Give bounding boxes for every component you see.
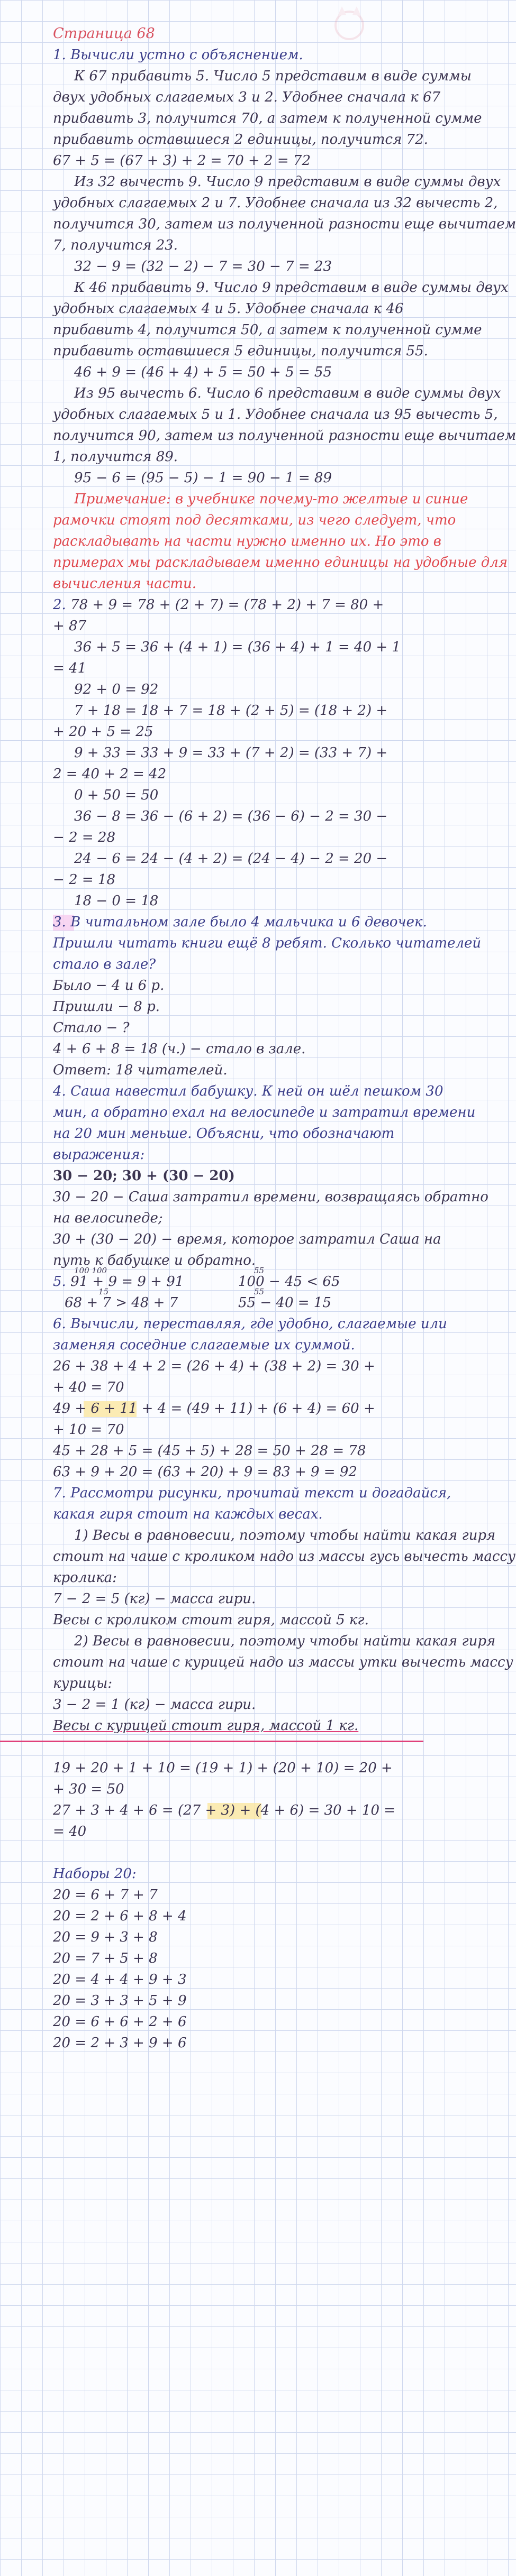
- task3-heading: 3. В читальном зале было 4 мальчика и 6 девочек.: [53, 914, 427, 930]
- task3-line: 4 + 6 + 8 = 18 (ч.) − стало в зале.: [53, 1041, 306, 1057]
- task7-line: стоит на чаше с кроликом надо из массы гусь вычесть массу: [53, 1549, 516, 1565]
- task6-line: 45 + 28 + 5 = (45 + 5) + 28 = 50 + 28 = 78: [53, 1443, 366, 1459]
- task1-line: 32 − 9 = (32 − 2) − 7 = 30 − 7 = 23: [74, 259, 332, 274]
- task1-line: 95 − 6 = (95 − 5) − 1 = 90 − 1 = 89: [74, 470, 332, 486]
- task1-line: получится 30, затем из полученной разности еще вычитаем: [53, 216, 516, 232]
- task1-line: К 67 прибавить 5. Число 5 представим в виде суммы: [74, 68, 472, 84]
- nabory-line: 20 = 2 + 6 + 8 + 4: [53, 1908, 187, 1924]
- task2-line: 36 − 8 = 36 − (6 + 2) = (36 − 6) − 2 = 30 −: [74, 808, 388, 824]
- task5-expr: 100 − 45 < 65: [238, 1274, 340, 1290]
- task2-line: 7 + 18 = 18 + 7 = 18 + (2 + 5) = (18 + 2) +: [74, 703, 388, 719]
- task4-heading: выражения:: [53, 1147, 145, 1163]
- task3-heading: Пришли читать книги ещё 8 ребят. Сколько читателей: [53, 935, 482, 951]
- task5-superscript: 55: [254, 1287, 265, 1296]
- task4-heading: 4. Саша навестил бабушку. К ней он шёл пешком 30: [53, 1083, 443, 1099]
- task7-line: кролика:: [53, 1570, 117, 1586]
- task2-line: [53, 594, 392, 615]
- task5-expr: 68 + 7 > 48 + 7: [65, 1295, 178, 1311]
- task3-line: Ответ: 18 читателей.: [53, 1062, 228, 1078]
- task1-heading: 1. Вычисли устно с объяснением.: [53, 47, 303, 63]
- task1-line: двух удобных слагаемых 3 и 2. Удобнее сначала к 67: [53, 89, 441, 105]
- task6-heading: заменяя соседние слагаемые их суммой.: [53, 1337, 355, 1353]
- task2-line: − 2 = 28: [53, 830, 115, 845]
- task4-line: 30 − 20 − Саша затратил времени, возвращаясь обратно: [53, 1189, 488, 1205]
- task5-superscript: 55: [254, 1266, 265, 1275]
- task8-line: = 40: [53, 1824, 87, 1839]
- task1-line: прибавить оставшиеся 5 единицы, получится 55.: [53, 343, 428, 359]
- task8-line: + 30 = 50: [53, 1781, 124, 1797]
- task7-line: стоит на чаше с курицей надо из массы утки вычесть массу: [53, 1654, 513, 1670]
- divider-line: [0, 1741, 423, 1742]
- task5-superscript: 15: [98, 1287, 109, 1296]
- nabory-line: 20 = 6 + 7 + 7: [53, 1887, 158, 1903]
- note-line: примерах мы раскладываем именно единицы на удобные для: [53, 555, 508, 571]
- task5-line: [53, 1292, 392, 1313]
- task2-line-text: 78 + 9 = 78 + (2 + 7) = (78 + 2) + 7 = 80 +: [70, 597, 384, 613]
- task7-line: курицы:: [53, 1676, 113, 1691]
- task1-line: 7, получится 23.: [53, 237, 178, 253]
- task2-line: + 87: [53, 618, 87, 634]
- task2-line: 92 + 0 = 92: [74, 682, 159, 697]
- task5-expr: 91 + 9 = 9 + 91: [70, 1274, 184, 1290]
- task8-line: 27 + 3 + 4 + 6 = (27 + 3) + (4 + 6) = 30 + 10 =: [53, 1802, 396, 1818]
- task5-superscript: 100 100: [74, 1266, 107, 1275]
- task8-line: 19 + 20 + 1 + 10 = (19 + 1) + (20 + 10) = 20 +: [53, 1760, 393, 1776]
- task6-line: + 10 = 70: [53, 1422, 124, 1438]
- note-line: Примечание: в учебнике почему-то желтые и синие: [74, 491, 468, 507]
- nabory-heading: Наборы 20:: [53, 1866, 137, 1882]
- task1-line: прибавить 3, получится 70, а затем к полученной сумме: [53, 111, 482, 126]
- task2-line: 9 + 33 = 33 + 9 = 33 + (7 + 2) = (33 + 7) +: [74, 745, 388, 761]
- task6-line: + 40 = 70: [53, 1379, 124, 1395]
- task2-line: 24 − 6 = 24 − (4 + 2) = (24 − 4) − 2 = 20 −: [74, 851, 388, 867]
- task5-number: 5.: [53, 1274, 66, 1290]
- task2-line: 36 + 5 = 36 + (4 + 1) = (36 + 4) + 1 = 40 + 1: [74, 639, 401, 655]
- task1-line: прибавить оставшиеся 2 единицы, получится 72.: [53, 132, 428, 148]
- nabory-line: 20 = 9 + 3 + 8: [53, 1929, 158, 1945]
- task3-line: Пришли − 8 р.: [53, 999, 160, 1015]
- task1-line: Из 95 вычесть 6. Число 6 представим в виде суммы двух: [74, 385, 501, 401]
- task2-line: 18 − 0 = 18: [74, 893, 159, 909]
- task7-line: 2) Весы в равновесии, поэтому чтобы найти какая гиря: [74, 1633, 496, 1649]
- task6-line: 26 + 38 + 4 + 2 = (26 + 4) + (38 + 2) = 30 +: [53, 1358, 375, 1374]
- task7-line: Весы с кроликом стоит гиря, массой 5 кг.: [53, 1612, 369, 1628]
- task1-line: 46 + 9 = (46 + 4) + 5 = 50 + 5 = 55: [74, 364, 332, 380]
- task3-heading: стало в зале?: [53, 956, 156, 972]
- task7-heading: 7. Рассмотри рисунки, прочитай текст и догадайся,: [53, 1485, 451, 1501]
- nabory-line: 20 = 2 + 3 + 9 + 6: [53, 2035, 187, 2051]
- task4-line: 30 + (30 − 20) − время, которое затратил Саша на: [53, 1231, 441, 1247]
- task6-heading: 6. Вычисли, переставляя, где удобно, слагаемые или: [53, 1316, 447, 1332]
- task4-line: на велосипеде;: [53, 1210, 163, 1226]
- task2-number: 2.: [53, 597, 66, 613]
- nabory-line: 20 = 7 + 5 + 8: [53, 1951, 158, 1966]
- task4-line: путь к бабушке и обратно.: [53, 1253, 256, 1268]
- task4-expressions: 30 − 20; 30 + (30 − 20): [53, 1168, 235, 1184]
- task2-line: + 20 + 5 = 25: [53, 724, 153, 740]
- task1-line: 67 + 5 = (67 + 3) + 2 = 70 + 2 = 72: [53, 153, 311, 169]
- task1-line: удобных слагаемых 4 и 5. Удобнее сначала к 46: [53, 301, 404, 317]
- note-line: раскладывать на части нужно именно их. Но это в: [53, 533, 441, 549]
- note-line: рамочки стоят под десятками, из чего следует, что: [53, 512, 456, 528]
- task3-line: Стало − ?: [53, 1020, 130, 1036]
- task2-line: = 41: [53, 660, 87, 676]
- task1-line: прибавить 4, получится 50, а затем к полученной сумме: [53, 322, 482, 338]
- nabory-line: 20 = 3 + 3 + 5 + 9: [53, 1993, 187, 2009]
- nabory-line: 20 = 6 + 6 + 2 + 6: [53, 2014, 187, 2030]
- task5-expr: 55 − 40 = 15: [238, 1295, 331, 1311]
- task7-heading: какая гиря стоит на каждых весах.: [53, 1506, 323, 1522]
- nabory-line: 20 = 4 + 4 + 9 + 3: [53, 1972, 187, 1988]
- task7-line: 3 − 2 = 1 (кг) − масса гири.: [53, 1697, 256, 1713]
- task6-line: 63 + 9 + 20 = (63 + 20) + 9 = 83 + 9 = 92: [53, 1464, 357, 1480]
- task7-line: 7 − 2 = 5 (кг) − масса гири.: [53, 1591, 256, 1607]
- note-line: вычисления части.: [53, 576, 196, 592]
- task1-line: удобных слагаемых 5 и 1. Удобнее сначала из 95 вычесть 5,: [53, 407, 498, 422]
- task4-heading: мин, а обратно ехал на велосипеде и затратил времени: [53, 1105, 476, 1120]
- task1-line: 1, получится 89.: [53, 449, 178, 465]
- task1-line: К 46 прибавить 9. Число 9 представим в виде суммы двух: [74, 280, 509, 296]
- task1-line: Из 32 вычесть 9. Число 9 представим в виде суммы двух: [74, 174, 501, 190]
- task2-line: 2 = 40 + 2 = 42: [53, 766, 167, 782]
- task4-heading: на 20 мин меньше. Объясни, что обозначают: [53, 1126, 395, 1142]
- task1-line: удобных слагаемых 2 и 7. Удобнее сначала из 32 вычесть 2,: [53, 195, 498, 211]
- task7-line: Весы с курицей стоит гиря, массой 1 кг.: [53, 1718, 359, 1734]
- task7-line: 1) Весы в равновесии, поэтому чтобы найти какая гиря: [74, 1528, 496, 1543]
- page-title: Страница 68: [53, 25, 155, 42]
- task2-line: 0 + 50 = 50: [74, 787, 159, 803]
- task3-line: Было − 4 и 6 р.: [53, 978, 165, 993]
- task6-line: 49 + 6 + 11 + 4 = (49 + 11) + (6 + 4) = 60 +: [53, 1401, 375, 1416]
- task2-line: − 2 = 18: [53, 872, 115, 888]
- task1-line: получится 90, затем из полученной разности еще вычитаем: [53, 428, 516, 444]
